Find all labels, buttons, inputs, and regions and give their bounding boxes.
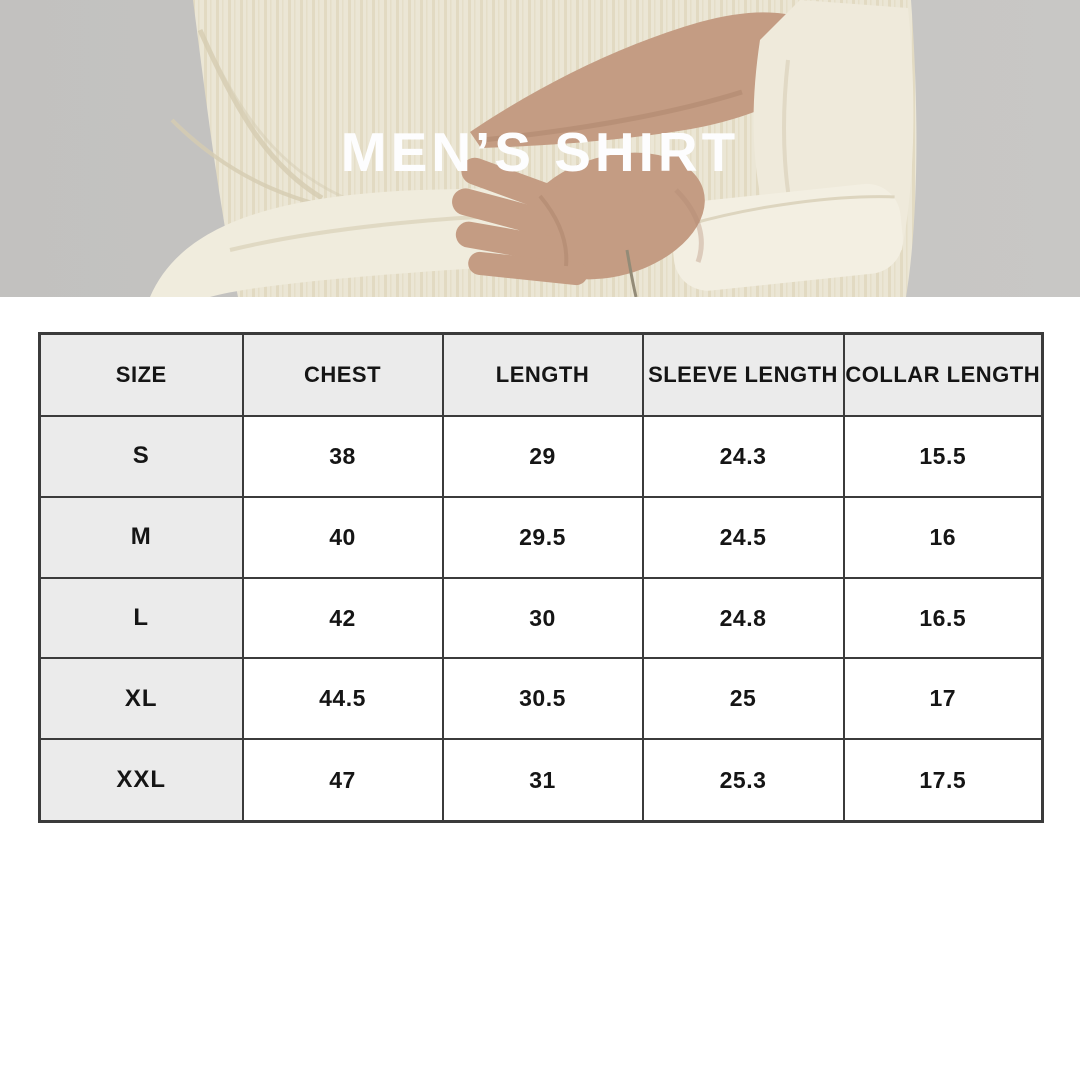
collar-length-value: 16	[844, 497, 1043, 578]
chest-value: 38	[243, 416, 443, 497]
size-label: L	[40, 578, 243, 659]
collar-length-value: 16.5	[844, 578, 1043, 659]
length-value: 31	[443, 739, 643, 821]
table-row-xxl	[40, 739, 1043, 821]
length-value: 30	[443, 578, 643, 659]
collar-length-value: 17.5	[844, 739, 1043, 821]
sleeve-length-value: 24.8	[643, 578, 844, 659]
chest-value: 40	[243, 497, 443, 578]
col-header-chest: CHEST	[243, 334, 443, 417]
hero-banner	[0, 0, 1080, 297]
header-row	[40, 334, 1043, 417]
col-header-size: SIZE	[40, 334, 243, 417]
table-row-l	[40, 578, 1043, 659]
col-header-collar-length: COLLAR LENGTH	[844, 334, 1043, 417]
col-header-length: LENGTH	[443, 334, 643, 417]
hero-title: MEN’S SHIRT	[340, 121, 740, 183]
chest-value: 42	[243, 578, 443, 659]
table-row-xl	[40, 658, 1043, 739]
table-row-s	[40, 416, 1043, 497]
table-row-m	[40, 497, 1043, 578]
length-value: 29	[443, 416, 643, 497]
size-label: XL	[40, 658, 243, 739]
size-label: M	[40, 497, 243, 578]
size-label: S	[40, 416, 243, 497]
col-header-sleeve-length: SLEEVE LENGTH	[643, 334, 844, 417]
size-chart-table	[38, 332, 1044, 823]
chest-value: 47	[243, 739, 443, 821]
collar-length-value: 15.5	[844, 416, 1043, 497]
collar-length-value: 17	[844, 658, 1043, 739]
size-label: XXL	[40, 739, 243, 821]
length-value: 29.5	[443, 497, 643, 578]
length-value: 30.5	[443, 658, 643, 739]
sleeve-length-value: 24.3	[643, 416, 844, 497]
sleeve-length-value: 25	[643, 658, 844, 739]
chest-value: 44.5	[243, 658, 443, 739]
sleeve-length-value: 25.3	[643, 739, 844, 821]
sleeve-length-value: 24.5	[643, 497, 844, 578]
